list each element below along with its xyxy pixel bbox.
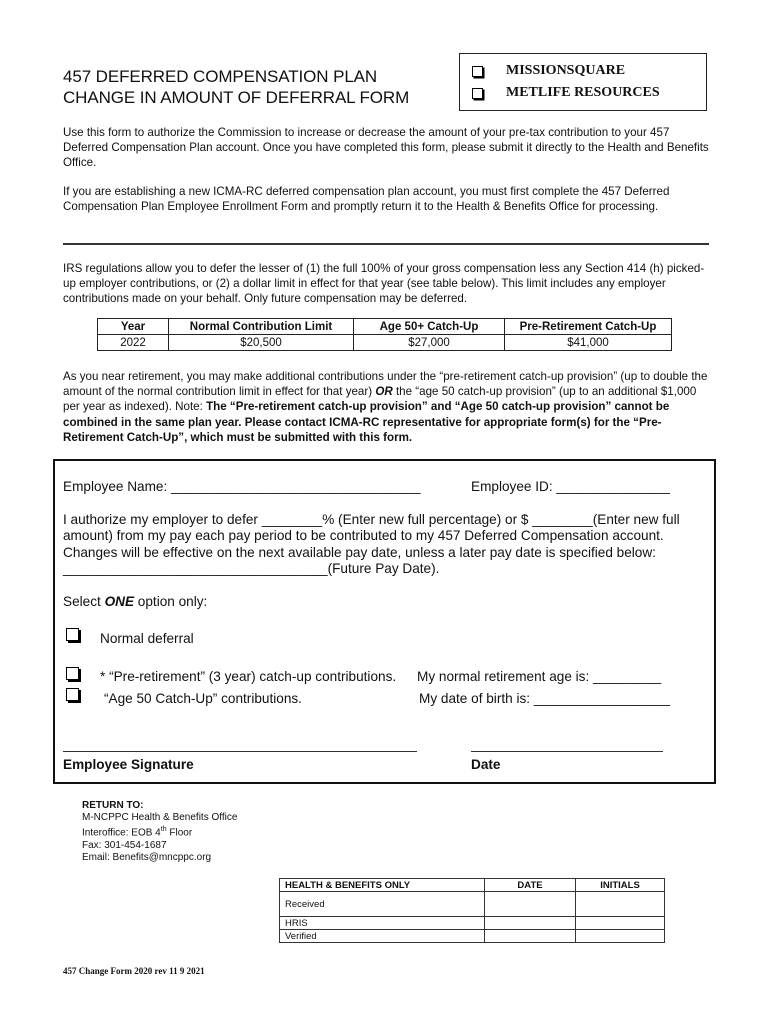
table-row: [280, 930, 665, 943]
cell-year: 2022: [98, 335, 169, 351]
employee-signature-label: Employee Signature: [63, 757, 194, 772]
retirement-catchup-paragraph: [63, 369, 711, 445]
date-label: Date: [471, 757, 501, 772]
irs-regulations-paragraph: IRS regulations allow you to defer the lesser of (1) the full 100% of your gross compensation less any Section 414 (h) picked-up employer contributions, or (2) a dollar limit in effect for that year (see table below). This limit includes any employer contributions made on your behalf. Only future compensation may be deferred.: [63, 262, 705, 306]
return-fax: Fax: 301-454-1687: [82, 839, 167, 851]
office-table-header-row: [280, 879, 665, 892]
office-cell[interactable]: [576, 892, 665, 917]
cell-pre-retirement: $41,000: [505, 335, 672, 351]
table-header-row: [98, 319, 672, 335]
table-row: [280, 917, 665, 930]
provider-label: MISSIONSQUARE: [506, 63, 626, 78]
office-header-initials: INITIALS: [576, 879, 665, 892]
section-divider: [63, 243, 709, 245]
return-email: Email: Benefits@mncppc.org: [82, 852, 212, 864]
normal-deferral-label: Normal deferral: [100, 631, 194, 646]
employee-section-box: [53, 459, 716, 784]
office-cell[interactable]: [576, 917, 665, 930]
office-cell[interactable]: [485, 917, 576, 930]
return-to-block: [82, 800, 237, 864]
office-header-main: HEALTH & BENEFITS ONLY: [280, 879, 485, 892]
return-interoffice: [82, 824, 237, 840]
intro-paragraph-2: If you are establishing a new ICMA-RC deferred compensation plan account, you must first complete the 457 Deferred Compensation Plan Employee Enrollment Form and promptly return it to the Health & Benefits Office for processing.: [63, 185, 670, 214]
office-row-hris: HRIS: [280, 917, 485, 930]
authorization-line-1[interactable]: I authorize my employer to defer ________% (Enter new full percentage) or $ ________(Enter new full: [63, 512, 680, 527]
floor-text: Floor: [166, 827, 193, 839]
employee-id-field[interactable]: Employee ID: _______________: [471, 479, 670, 494]
table-row: [98, 335, 672, 351]
retirement-or: OR: [375, 385, 393, 399]
form-footer: 457 Change Form 2020 rev 11 9 2021: [63, 966, 205, 976]
office-cell[interactable]: [576, 930, 665, 943]
retirement-text-b: the “age 50 catch-up provision” (up to an additional $1,000 per year as indexed). Note:: [63, 385, 697, 414]
form-title: [63, 66, 409, 108]
retirement-text-a: As you near retirement, you may make additional contributions under the “pre-retirement catch-up provision” (up to double the amount of the normal contribution limit in effect for that year): [63, 370, 708, 399]
office-row-received: Received: [280, 892, 485, 917]
metlife-checkbox[interactable]: [472, 88, 483, 99]
form-title-line2: CHANGE IN AMOUNT OF DEFERRAL FORM: [63, 88, 410, 107]
return-office: M-NCPPC Health & Benefits Office: [82, 812, 238, 824]
employee-name-field[interactable]: Employee Name: _________________________________: [63, 479, 421, 494]
intro-paragraph-1: Use this form to authorize the Commission to increase or decrease the amount of your pre-tax contribution to your 457 Deferred Compensation Plan account. Once you have completed this form, please submit it directly to the Health and Benefits Office.: [63, 126, 709, 170]
table-row: [280, 892, 665, 917]
office-row-verified: Verified: [280, 930, 485, 943]
pre-retirement-checkbox[interactable]: [66, 667, 79, 680]
age50-label: “Age 50 Catch-Up” contributions.: [104, 691, 302, 706]
missionsquare-checkbox[interactable]: [472, 66, 483, 77]
floor-sup: th: [160, 826, 167, 834]
pre-retirement-label: * “Pre-retirement” (3 year) catch-up contributions.: [100, 669, 397, 684]
date-line[interactable]: [471, 751, 663, 752]
contribution-limits-table: [97, 318, 672, 351]
office-cell[interactable]: [485, 930, 576, 943]
select-post: option only:: [134, 594, 208, 609]
normal-deferral-checkbox[interactable]: [66, 628, 79, 641]
return-to-heading: RETURN TO:: [82, 800, 144, 811]
select-pre: Select: [63, 594, 105, 609]
age50-checkbox[interactable]: [66, 688, 79, 701]
authorization-line-3: Changes will be effective on the next available pay date, unless a later pay date is specified below:: [63, 545, 656, 560]
cell-age50: $27,000: [354, 335, 505, 351]
retirement-age-field[interactable]: My normal retirement age is: _________: [417, 669, 662, 684]
header-normal-limit: Normal Contribution Limit: [169, 319, 354, 335]
date-of-birth-field[interactable]: My date of birth is: __________________: [419, 691, 670, 706]
retirement-note-bold: The “Pre-retirement catch-up provision” and “Age 50 catch-up provision” cannot be combined in the same plan year. Please contact ICMA-RC representative for appropriate form(s) for the “Pre-Retirement Catch-Up”, which must be submitted with this form.: [63, 400, 670, 444]
future-pay-date-field[interactable]: ___________________________________(Future Pay Date).: [63, 561, 440, 576]
provider-label: METLIFE RESOURCES: [506, 85, 660, 100]
provider-selection-box: [459, 53, 707, 111]
signature-line[interactable]: [63, 751, 417, 752]
select-one-emphasis: ONE: [104, 594, 135, 609]
cell-normal-limit: $20,500: [169, 335, 354, 351]
select-one-instruction: [63, 594, 207, 611]
header-age50: Age 50+ Catch-Up: [354, 319, 505, 335]
office-cell[interactable]: [485, 892, 576, 917]
form-title-line1: 457 DEFERRED COMPENSATION PLAN: [63, 67, 378, 86]
authorization-line-2: amount) from my pay each pay period to be contributed to my 457 Deferred Compensation account.: [63, 528, 664, 543]
header-pre-retirement: Pre-Retirement Catch-Up: [505, 319, 672, 335]
office-header-date: DATE: [485, 879, 576, 892]
header-year: Year: [98, 319, 169, 335]
interoffice-text: Interoffice: EOB 4: [82, 827, 161, 839]
office-use-table: [279, 878, 665, 943]
